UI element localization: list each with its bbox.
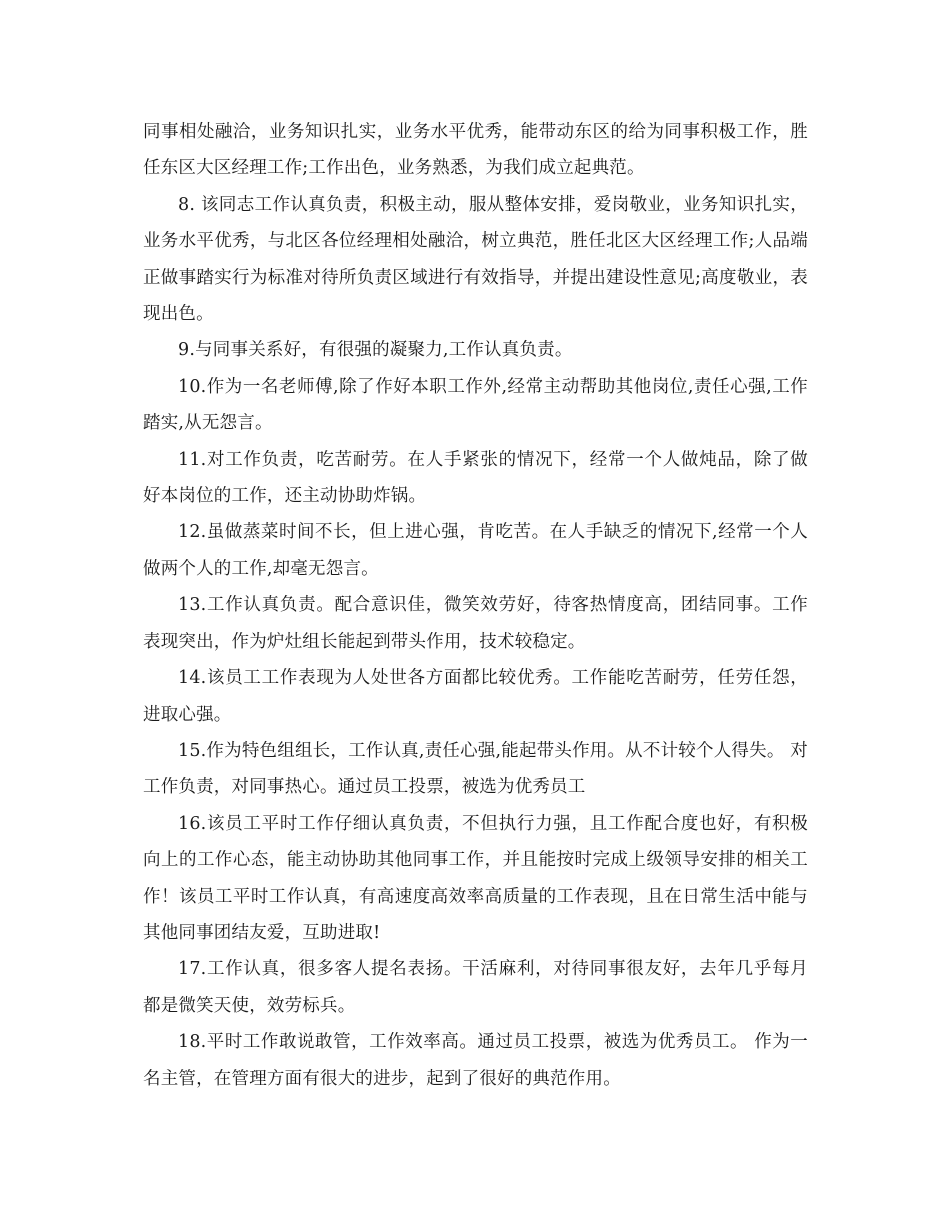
paragraph-item-8: 8. 该同志工作认真负责，积极主动，服从整体安排，爱岗敬业，业务知识扎实，业务水平优秀，与北区各位经理相处融洽，树立典范，胜任北区大区经理工作;人品端正做事踏实行为标准对待所负责区域进行有效指导，并提出建设性意见;高度敬业，表现出色。 [143,194,808,325]
paragraph-item-11: 11.对工作负责，吃苦耐劳。在人手紧张的情况下，经常一个人做炖品，除了做好本岗位的工作，还主动协助炸锅。 [143,449,808,507]
paragraph-continuation: 同事相处融洽，业务知识扎实，业务水平优秀，能带动东区的给为同事积极工作，胜任东区大区经理工作;工作出色，业务熟悉，为我们成立起典范。 [143,122,808,179]
paragraph-item-17: 17.工作认真，很多客人提名表扬。干活麻利，对待同事很友好，去年几乎每月都是微笑天使，效劳标兵。 [143,959,808,1016]
paragraph-item-18: 18.平时工作敢说敢管，工作效率高。通过员工投票，被选为优秀员工。 作为一名主管，在管理方面有很大的进步，起到了很好的典范作用。 [143,1032,808,1089]
paragraph-item-9: 9.与同事关系好，有很强的凝聚力,工作认真负责。 [178,340,573,361]
paragraph-item-15: 15.作为特色组组长，工作认真,责任心强,能起带头作用。从不计较个人得失。 对工作负责，对同事热心。通过员工投票，被选为优秀员工 [143,740,808,798]
paragraph-item-12: 12.虽做蒸菜时间不长，但上进心强，肯吃苦。在人手缺乏的情况下,经常一个人做两个人的工作,却毫无怨言。 [143,522,808,579]
paragraph-item-16: 16.该员工平时工作仔细认真负责，不但执行力强，且工作配合度也好，有积极向上的工作心态，能主动协助其他同事工作，并且能按时完成上级领导安排的相关工作！该员工平时工作认真，有高速度高效率高质量的工作表现，且在日常生活中能与其他同事团结友爱，互助进取! [143,813,808,943]
paragraph-item-14: 14.该员工工作表现为人处世各方面都比较优秀。工作能吃苦耐劳，任劳任怨，进取心强。 [143,668,808,725]
paragraph-item-10: 10.作为一名老师傅,除了作好本职工作外,经常主动帮助其他岗位,责任心强,工作踏实,从无怨言。 [143,376,808,434]
document-body [143,114,808,1097]
paragraph-item-13: 13.工作认真负责。配合意识佳，微笑效劳好，待客热情度高，团结同事。工作表现突出，作为炉灶组长能起到带头作用，技术较稳定。 [143,595,808,652]
